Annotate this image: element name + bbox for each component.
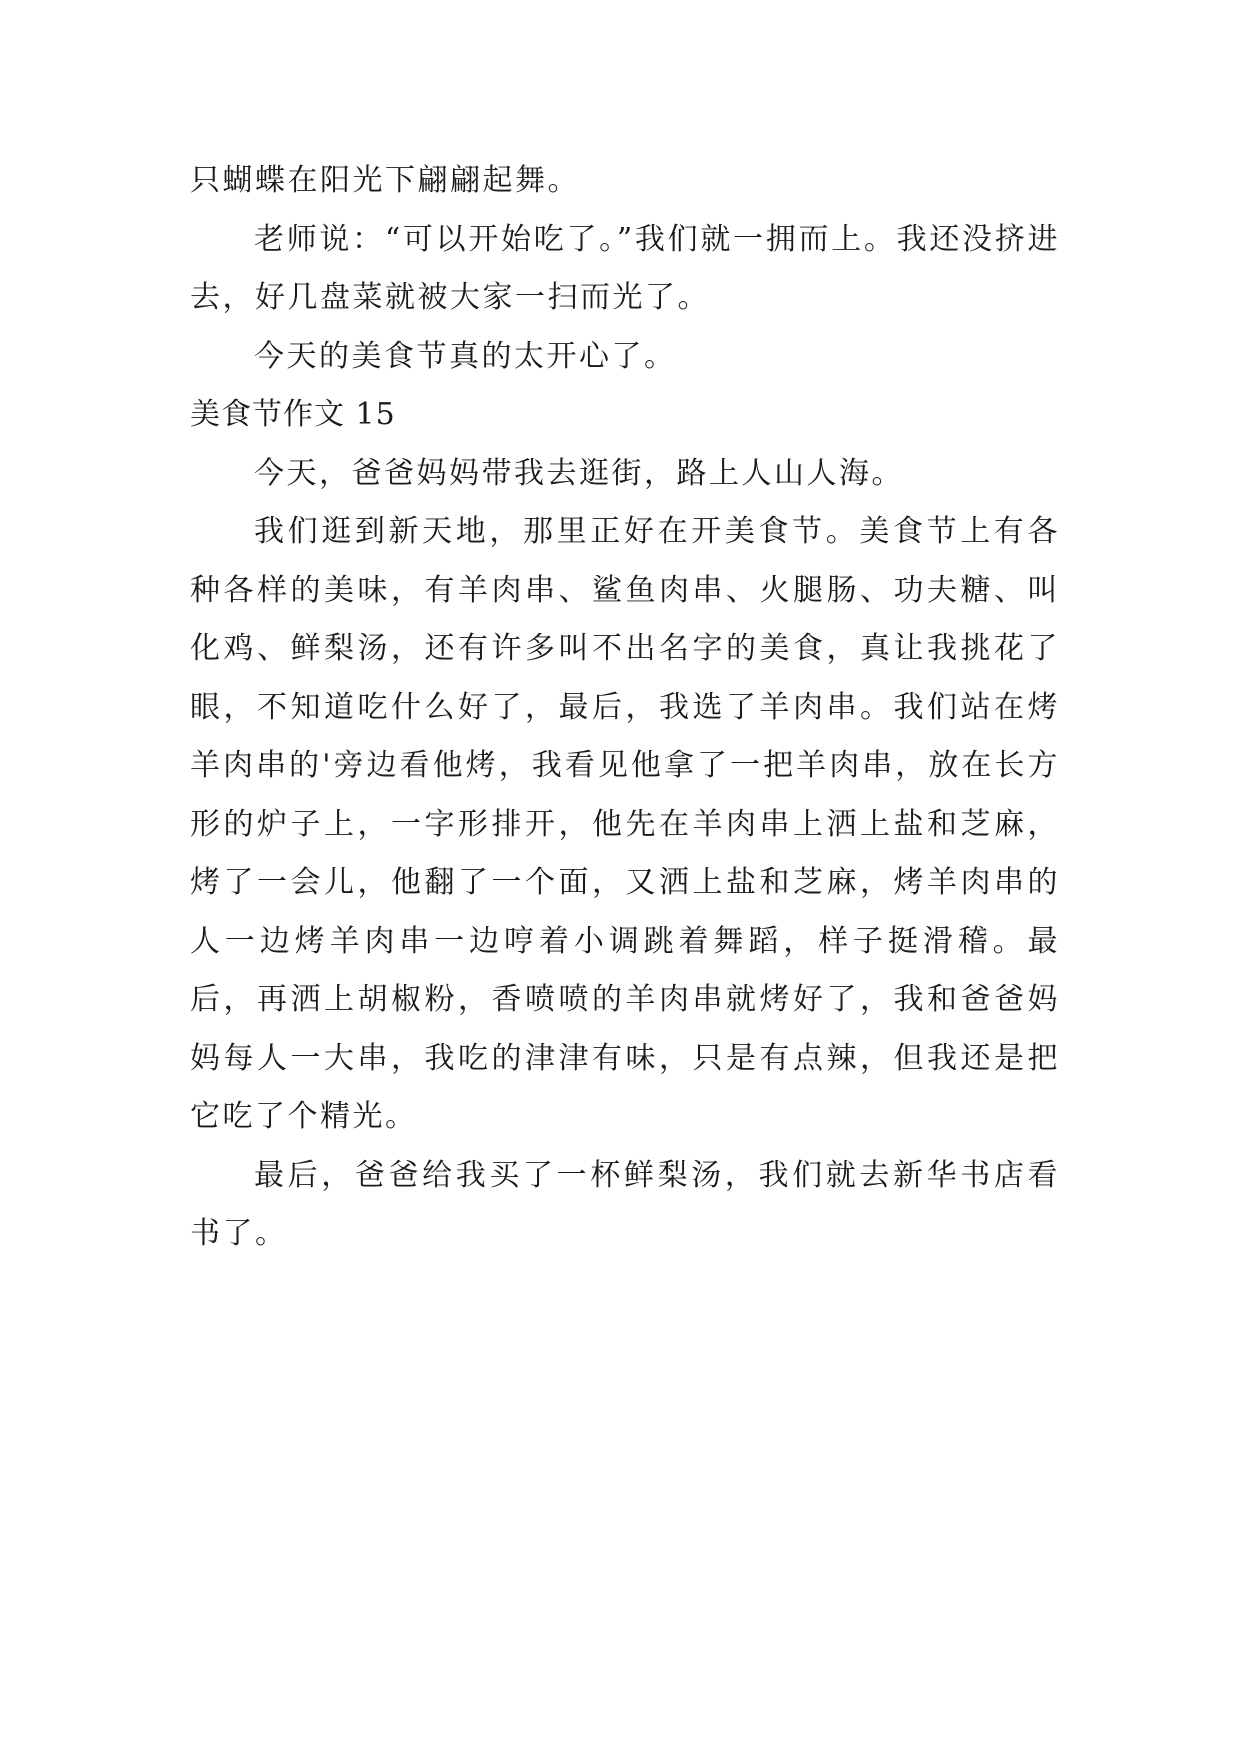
paragraph: 今天，爸爸妈妈带我去逛街，路上人山人海。 xyxy=(254,455,904,491)
document-body xyxy=(190,152,1060,1264)
paragraph: 今天的美食节真的太开心了。 xyxy=(254,338,677,374)
paragraph: 我们逛到新天地，那里正好在开美食节。美食节上有各种各样的美味，有羊肉串、鲨鱼肉串、火腿肠、功夫糖、叫化鸡、鲜梨汤，还有许多叫不出名字的美食，真让我挑花了眼，不知道吃什么好了，最后，我选了羊肉串。我们站在烤羊肉串的'旁边看他烤，我看见他拿了一把羊肉串，放在长方形的炉子上，一字形排开，他先在羊肉串上洒上盐和芝麻，烤了一会儿，他翻了一个面，又洒上盐和芝麻，烤羊肉串的人一边烤羊肉串一边哼着小调跳着舞蹈，样子挺滑稽。最后，再洒上胡椒粉，香喷喷的羊肉串就烤好了，我和爸爸妈妈每人一大串，我吃的津津有味，只是有点辣，但我还是把它吃了个精光。 xyxy=(190,514,1060,1134)
paragraph: 老师说：“可以开始吃了。”我们就一拥而上。我还没挤进去，好几盘菜就被大家一扫而光了。 xyxy=(190,221,1060,315)
paragraph: 最后，爸爸给我买了一杯鲜梨汤，我们就去新华书店看书了。 xyxy=(190,1157,1060,1251)
section-heading: 美食节作文 15 xyxy=(190,397,396,432)
paragraph-continued: 只蝴蝶在阳光下翩翩起舞。 xyxy=(190,163,580,198)
